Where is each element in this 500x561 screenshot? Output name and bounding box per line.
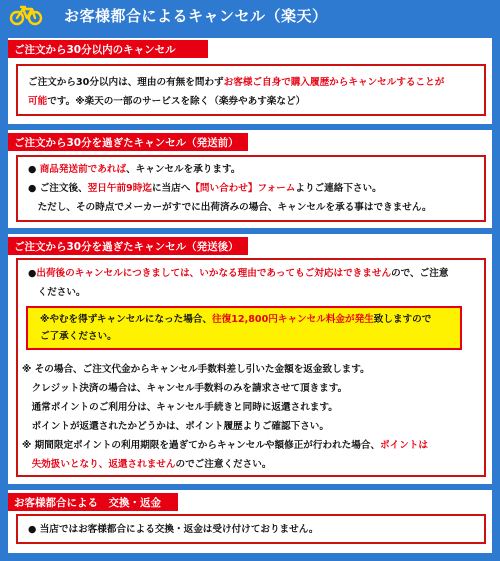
section-box-within-30min [16,64,486,116]
body-line: ● ご注文後、翌日午前9時迄に当店へ【問い合わせ】フォームよりご連絡下さい。 [28,183,382,194]
body-line: ください。 [28,287,86,298]
cancel-fee-notice: ※やむを得ずキャンセルになった場合、往復12,800円キャンセル料金が発生致しますので ご了承ください。 [26,306,462,350]
section-title-before-shipping: ご注文から30分を過ぎたキャンセル（発送前） [8,133,248,151]
section-box-after-shipping [16,258,486,477]
section-title-within-30min: ご注文から30分以内のキャンセル [8,40,208,58]
section-title-exchange-refund: お客様都合による 交換・返金 [8,493,178,511]
body-line: ● 商品発送前であれば、キャンセルを承ります。 [28,164,241,175]
bicycle-icon [6,0,46,30]
section-box-before-shipping [16,155,486,222]
refund-notes: ※ その場合、ご注文代金からキャンセル手数料差し引いた金額を返金致します。 クレジット決済の場合は、キャンセル手数料のみを請求させて頂きます。 通常ポイントのご利用分は、キャンセル手続きと同時に返還されます。 ポイントが返還されたかどうかは、ポイント履歴よりご確認下さい。 ※ 期間限定ポイントの利用期限を過ぎてからキャンセルや額修正が行われた場合、ポイントは 失効扱いとなり、返還されませんのでご注意ください。 [22,364,429,470]
body-line: ただし、その時点でメーカーがすでに出荷済みの場合、キャンセルを承る事はできません。 [28,202,432,213]
body-line: ● 当店ではお客様都合による交換・返金は受け付けておりません。 [28,524,319,535]
page-title: お客様都合によるキャンセル（楽天） [64,6,328,25]
section-title-after-shipping: ご注文から30分を過ぎたキャンセル（発送後） [8,237,248,255]
section-box-exchange-refund [16,514,486,544]
header-bar [0,0,500,30]
body-line: 可能です。※楽天の一部のサービスを除く（楽券やあす楽など） [28,96,306,107]
body-line: ご注文から30分以内は、理由の有無を問わずお客様ご自身で購入履歴からキャンセルすることが [28,77,445,88]
body-line: ●出荷後のキャンセルにつきましては、いかなる理由であってもご対応はできませんので、ご注意 [28,268,449,279]
